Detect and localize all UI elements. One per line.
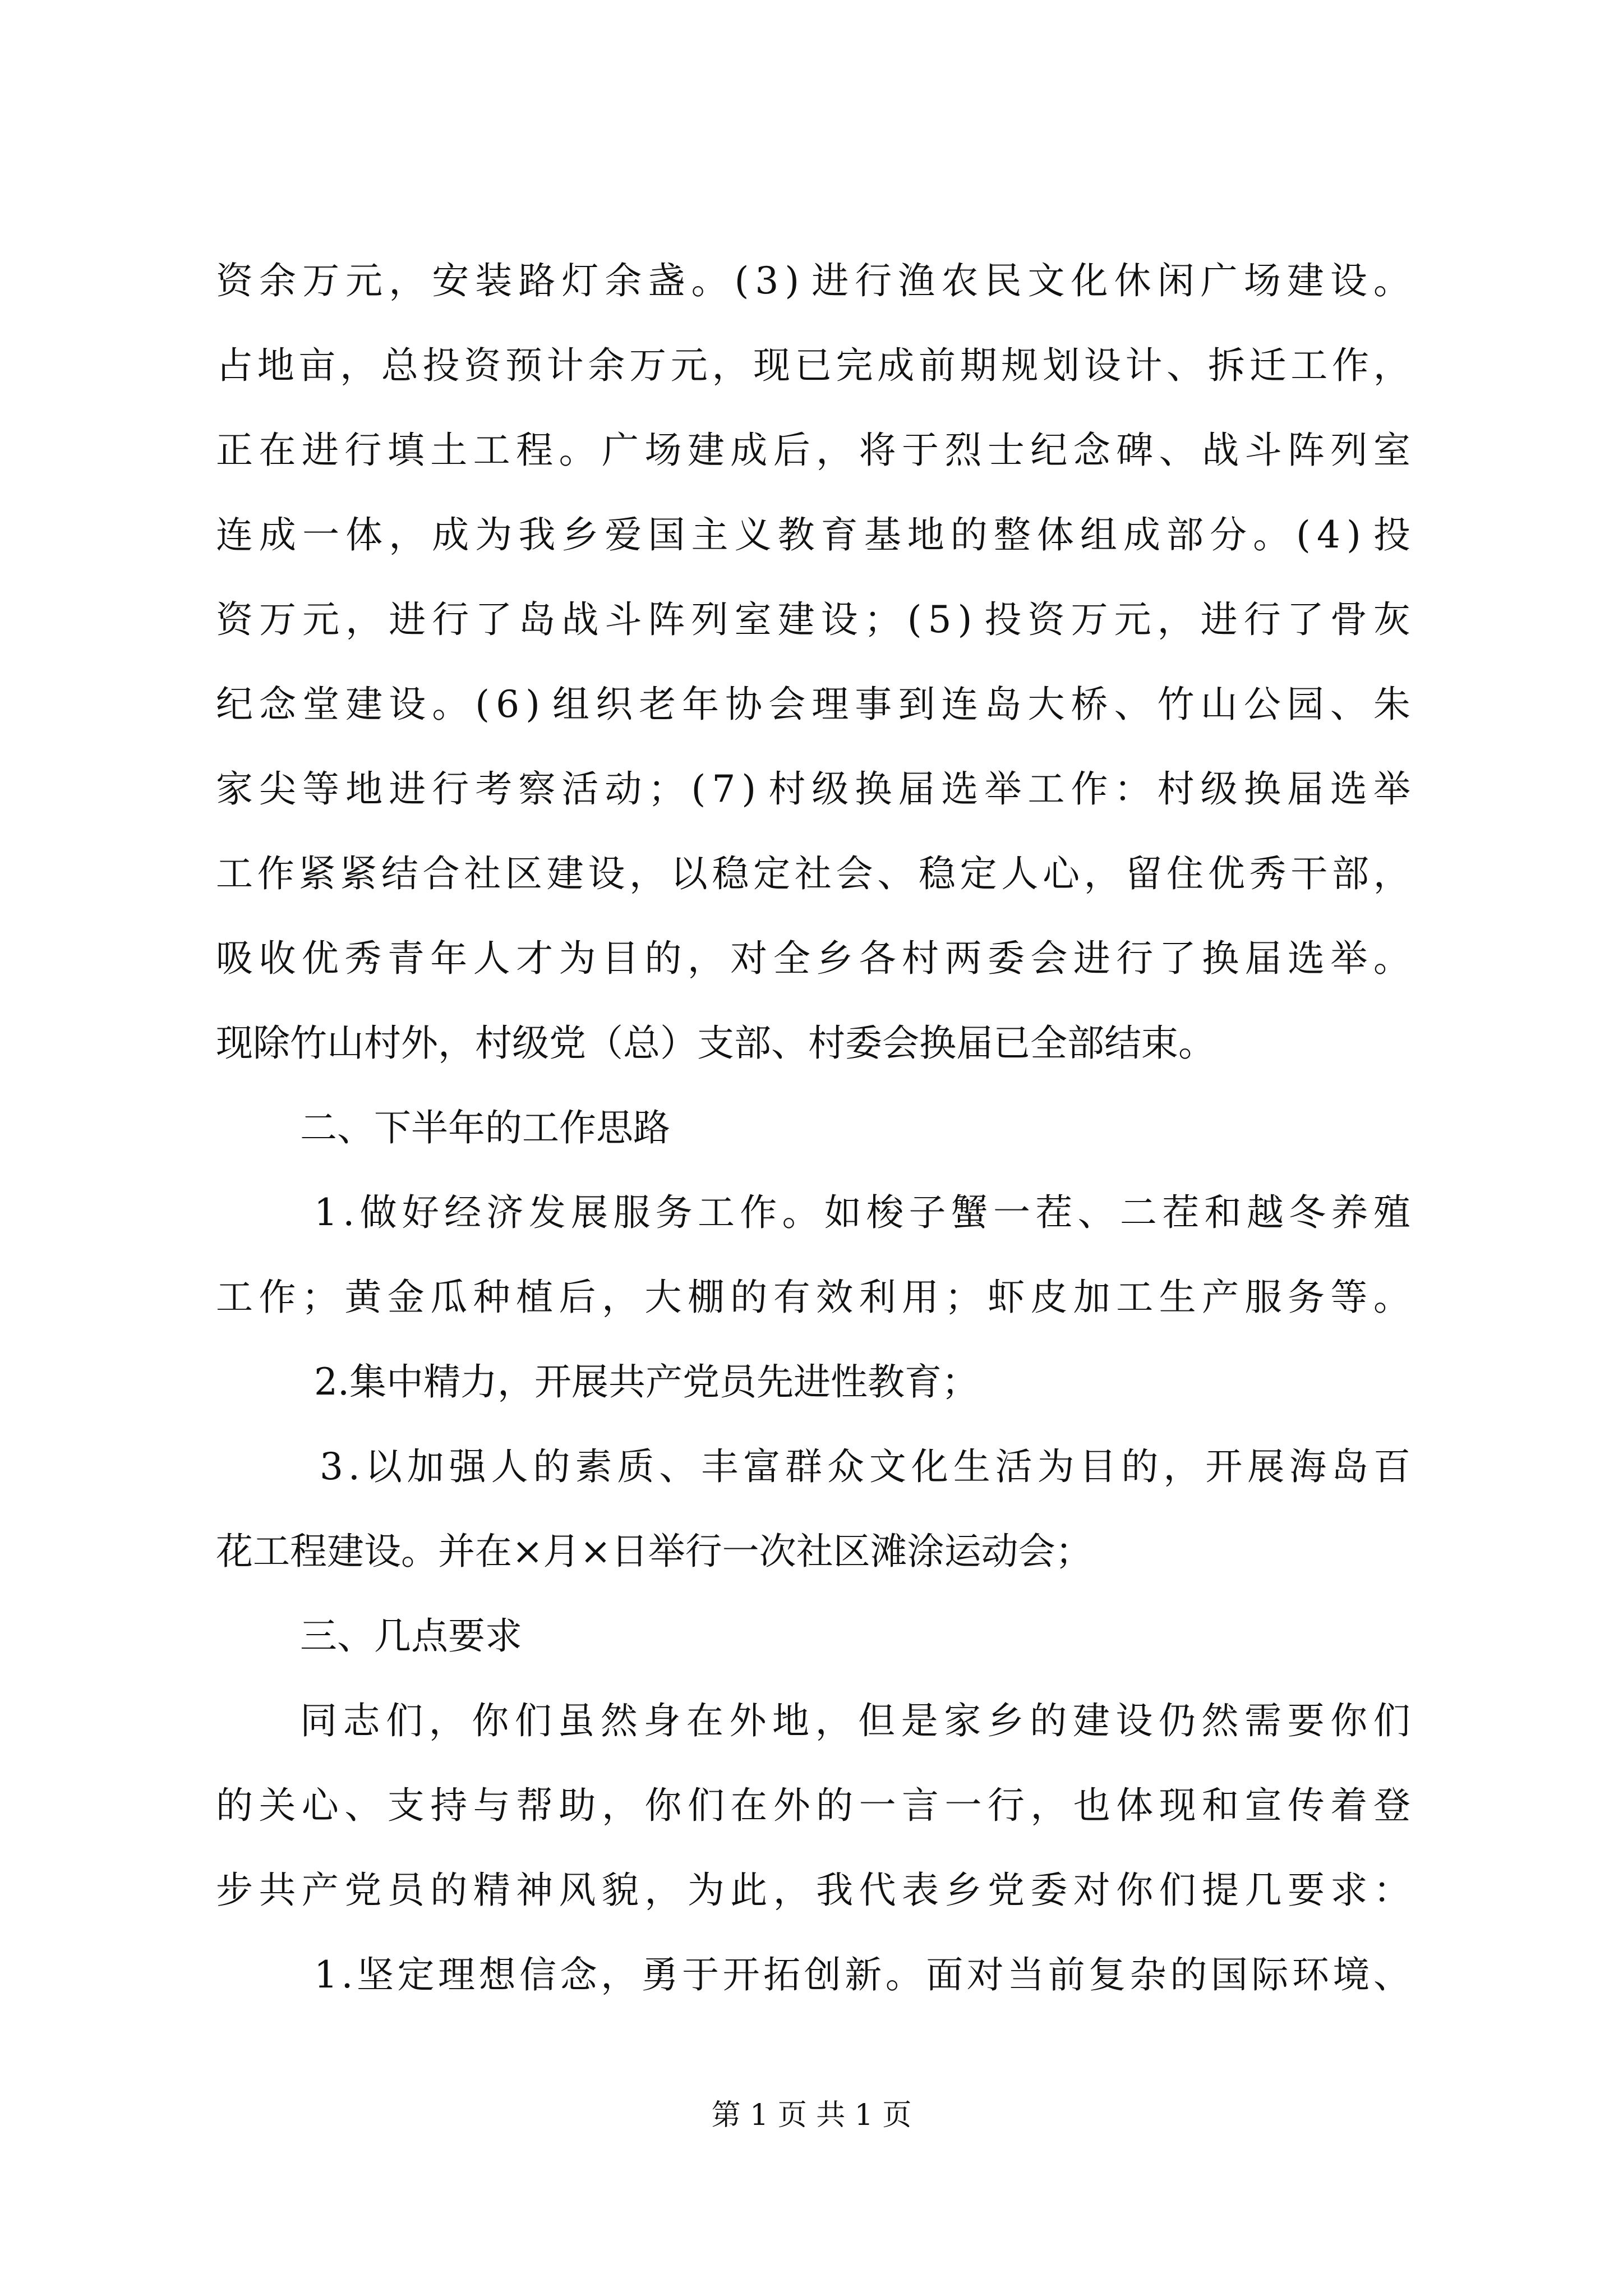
list-item: 1 . 做 好 经 济 发 展 服 务 工 作 。 如 梭 子 蟹 一 茬 、 二 茬 和 越 冬 养 殖 <box>314 1191 1410 1234</box>
paragraph-line: 工 作 紧 紧 结 合 社 区 建 设 ， 以 稳 定 社 会 、 稳 定 人 心 ， 留 住 优 秀 干 部 ， <box>216 852 1410 895</box>
paragraph-line: 工 作 ； 黄 金 瓜 种 植 后 ， 大 棚 的 有 效 利 用 ； 虾 皮 加 工 生 产 服 务 等 。 <box>216 1276 1410 1319</box>
paragraph-line: 家 尖 等 地 进 行 考 察 活 动 ； ( 7 ) 村 级 换 届 选 举 工 作 ： 村 级 换 届 选 举 <box>216 767 1410 811</box>
paragraph-line: 花工程建设。并在×月×日举行一次社区滩涂运动会； <box>216 1530 1092 1573</box>
paragraph-line: 资 余 万 元 ， 安 装 路 灯 余 盏 。 ( 3 ) 进 行 渔 农 民 文 化 休 闲 广 场 建 设 。 <box>216 259 1410 302</box>
paragraph-line: 步 共 产 党 员 的 精 神 风 貌 ， 为 此 ， 我 代 表 乡 党 委 对 你 们 提 几 要 求 ： <box>216 1869 1410 1912</box>
paragraph-line: 纪 念 堂 建 设 。 ( 6 ) 组 织 老 年 协 会 理 事 到 连 岛 大 桥 、 竹 山 公 园 、 朱 <box>216 683 1410 726</box>
paragraph-line: 同 志 们 ， 你 们 虽 然 身 在 外 地 ， 但 是 家 乡 的 建 设 仍 然 需 要 你 们 <box>300 1699 1410 1742</box>
paragraph-line: 现除竹山村外，村级党（总）支部、村委会换届已全部结束。 <box>216 1022 1215 1065</box>
list-item: 3 . 以 加 强 人 的 素 质 、 丰 富 群 众 文 化 生 活 为 目 的 ， 开 展 海 岛 百 <box>320 1445 1410 1488</box>
document-body <box>216 238 1410 2017</box>
paragraph-line: 的 关 心 、 支 持 与 帮 助 ， 你 们 在 外 的 一 言 一 行 ， 也 体 现 和 宣 传 着 登 <box>216 1784 1410 1827</box>
section-heading: 三、几点要求 <box>300 1614 522 1658</box>
paragraph-line: 资 万 元 ， 进 行 了 岛 战 斗 阵 列 室 建 设 ； ( 5 ) 投 资 万 元 ， 进 行 了 骨 灰 <box>216 598 1410 641</box>
page-number-footer: 第 1 页 共 1 页 <box>711 2099 912 2132</box>
paragraph-line: 连 成 一 体 ， 成 为 我 乡 爱 国 主 义 教 育 基 地 的 整 体 组 成 部 分 。 ( 4 ) 投 <box>216 513 1410 556</box>
list-item: 1 . 坚 定 理 想 信 念 ， 勇 于 开 拓 创 新 。 面 对 当 前 复 杂 的 国 际 环 境 、 <box>314 1953 1410 1996</box>
list-item: 2.集中精力，开展共产党员先进性教育； <box>314 1360 979 1404</box>
section-heading: 二、下半年的工作思路 <box>300 1106 670 1149</box>
paragraph-line: 正 在 进 行 填 土 工 程 。 广 场 建 成 后 ， 将 于 烈 士 纪 念 碑 、 战 斗 阵 列 室 <box>216 429 1410 472</box>
paragraph-line: 吸 收 优 秀 青 年 人 才 为 目 的 ， 对 全 乡 各 村 两 委 会 进 行 了 换 届 选 举 。 <box>216 937 1410 980</box>
paragraph-line: 占 地 亩 ， 总 投 资 预 计 余 万 元 ， 现 已 完 成 前 期 规 划 设 计 、 拆 迁 工 作 ， <box>216 344 1410 387</box>
